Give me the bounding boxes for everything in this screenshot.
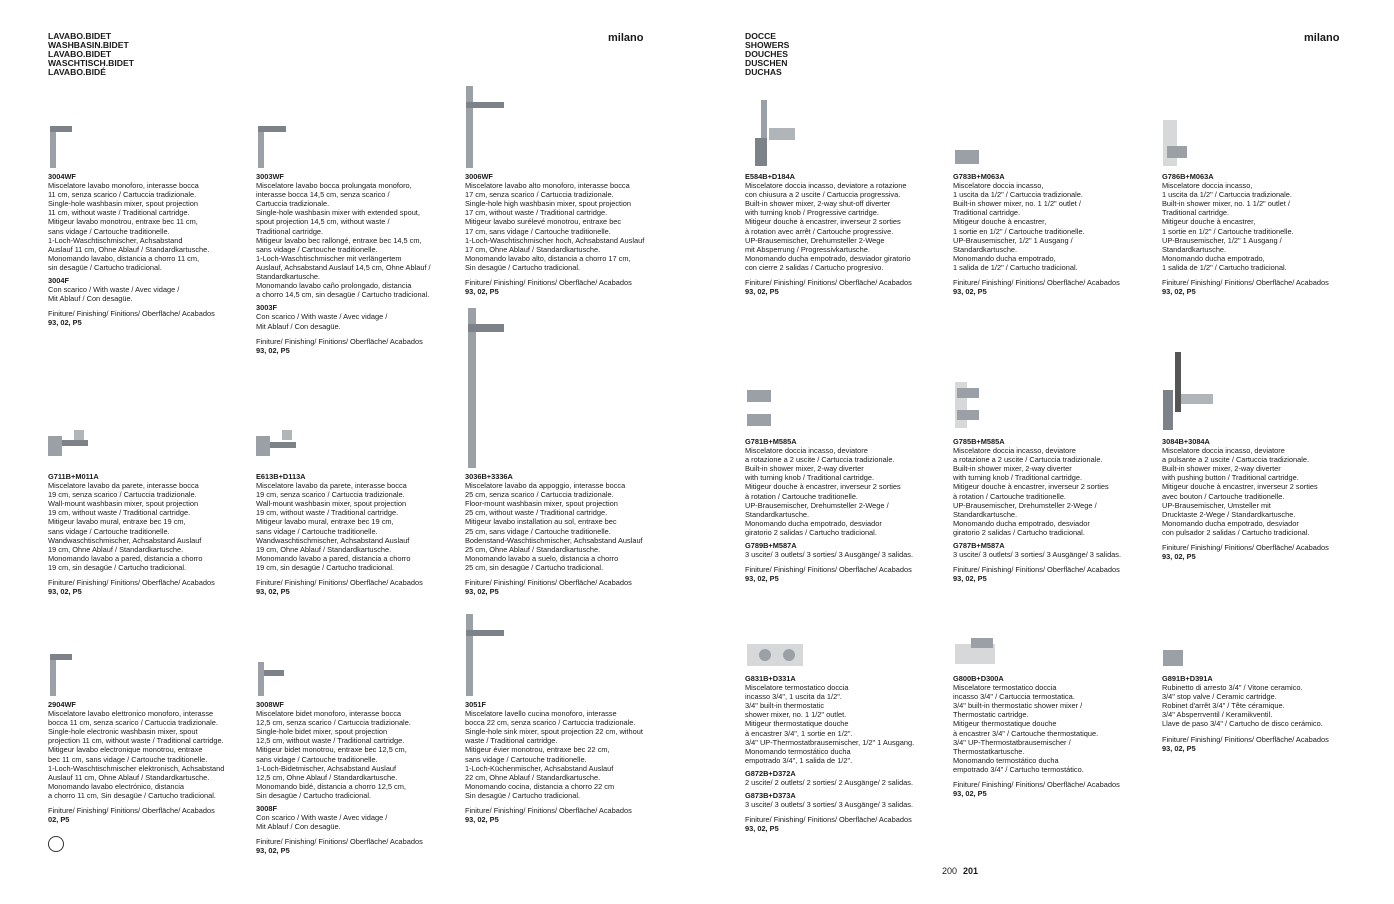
product-description: Miscelatore doccia incasso, 1 uscita da 1/2" / Cartuccia tradizionale. Built-in shower mixer, no. 1 1/2" outlet / Traditional cartridge. Mitigeur douche à encastrer, 1 sortie en 1/2" / Cartouche traditionelle. UP-Brausemischer, 1/2" 1 Ausgang / Standardkartusche. Monomando ducha empotrado, 1 salida de 1/2" / Cartucho tradicional. xyxy=(1162,181,1294,272)
finish-label: Finiture/ Finishing/ Finitions/ Oberfläche/ Acabados xyxy=(256,578,423,588)
product-code: G786B+M063A xyxy=(1162,172,1214,181)
finish-values: 93, 02, P5 xyxy=(465,287,499,297)
product-description: Miscelatore lavabo da appoggio, interasse bocca 25 cm, senza scarico / Cartuccia tradizionale. Floor-mount washbasin mixer, spout projection 25 cm, without waste / Traditional cartridge. Mitigeur lavabo installation au sol, entraxe bec 25 cm, sans vidage / Cartouche traditionelle. Bodenstand-Waschtischmischer, Achsabstand Auslauf 25 cm, Ohne Ablauf / Standardkartusche. Monomando lavabo a suelo, distancia a chorro 25 cm, sin desagüe / Cartucho tradicional. xyxy=(465,481,643,572)
product-description: Miscelatore doccia incasso, 1 uscita da 1/2" / Cartuccia tradizionale. Built-in shower mixer, no. 1 1/2" outlet / Traditional cartridge. Mitigeur douche à encastrer, 1 sortie en 1/2" / Cartouche traditionelle. UP-Brausemischer, 1/2" 1 Ausgang / Standardkartusche. Monomando ducha empotrado, 1 salida de 1/2" / Cartucho tradicional. xyxy=(953,181,1085,272)
variant-description: 2 uscite/ 2 outlets/ 2 sorties/ 2 Ausgänge/ 2 salidas. xyxy=(745,778,914,788)
bidet-faucet-image xyxy=(254,656,290,698)
product-entry xyxy=(48,172,248,328)
product-code: 3006WF xyxy=(465,172,493,181)
variant-code: G873B+D373A xyxy=(745,791,796,801)
product-code: 3036B+3336A xyxy=(465,472,513,481)
finish-values: 93, 02, P5 xyxy=(465,815,499,825)
shower-mixer-image xyxy=(745,386,775,432)
product-entry xyxy=(1162,437,1367,561)
product-entry xyxy=(256,172,461,355)
product-code: G711B+M011A xyxy=(48,472,99,481)
finish-label: Finiture/ Finishing/ Finitions/ Oberfläche/ Acabados xyxy=(953,278,1120,288)
finish-label: Finiture/ Finishing/ Finitions/ Oberfläche/ Acabados xyxy=(48,578,215,588)
finish-label: Finiture/ Finishing/ Finitions/ Oberfläche/ Acabados xyxy=(1162,278,1329,288)
left-brand: milano xyxy=(608,32,644,44)
finish-values: 93, 02, P5 xyxy=(1162,287,1196,297)
variant-description: 3 uscite/ 3 outlets/ 3 sorties/ 3 Ausgänge/ 3 salidas. xyxy=(953,550,1122,560)
product-code: G800B+D300A xyxy=(953,674,1004,683)
finish-values: 93, 02, P5 xyxy=(953,574,987,584)
product-entry xyxy=(465,472,670,596)
product-entry xyxy=(48,700,253,824)
variant-code: 3004F xyxy=(48,276,69,286)
product-entry xyxy=(256,700,461,856)
product-description: Miscelatore lavabo alto monoforo, interasse bocca 17 cm, senza scarico / Cartuccia tradizionale. Single-hole high washbasin mixer, spout projection 17 cm, without waste / Traditional cartridge. Mitigeur lavabo surélevé monotrou, entraxe bec 17 cm, sans vidage / Cartouche traditionelle. 1-Loch-Waschtischmischer hoch, Achsabstand Auslauf 17 cm, Ohne Ablauf / Standardkartusche. Monomando lavabo alto, distancia a chorro 17 cm, Sin desagüe / Cartucho tradicional. xyxy=(465,181,645,272)
product-entry xyxy=(1162,674,1367,753)
shower-mixer-image xyxy=(953,380,983,432)
product-code: 3004WF xyxy=(48,172,76,181)
product-description: Rubinetto di arresto 3/4" / Vitone ceramico. 3/4" stop valve / Ceramic cartridge. Robinet d'arrêt 3/4" / Tête céramique. 3/4" Absperrventil / Keramikventil. Llave de paso 3/4" / Cartucho de disco cerámico. xyxy=(1162,683,1323,729)
product-entry xyxy=(745,437,950,583)
category-line: DUSCHEN xyxy=(745,58,788,68)
variant-code: G787B+M587A xyxy=(953,541,1005,551)
finish-label: Finiture/ Finishing/ Finitions/ Oberfläche/ Acabados xyxy=(745,565,912,575)
right-brand: milano xyxy=(1304,32,1340,44)
variant-description: Con scarico / With waste / Avec vidage / Mit Ablauf / Con desagüe. xyxy=(256,813,388,832)
variant-description: 3 uscite/ 3 outlets/ 3 sorties/ 3 Ausgänge/ 3 salidas. xyxy=(745,800,914,810)
product-code: 2904WF xyxy=(48,700,76,709)
wall-faucet-image xyxy=(46,428,92,464)
category-line: SHOWERS xyxy=(745,40,790,50)
certification-icon xyxy=(48,836,64,852)
finish-values: 93, 02, P5 xyxy=(1162,552,1196,562)
finish-values: 93, 02, P5 xyxy=(256,846,290,856)
finish-label: Finiture/ Finishing/ Finitions/ Oberfläche/ Acabados xyxy=(465,578,632,588)
variant-code: G872B+D372A xyxy=(745,768,796,778)
product-code: G781B+M585A xyxy=(745,437,797,446)
shower-mixer-image xyxy=(1161,118,1191,170)
product-description: Miscelatore termostatico doccia incasso 3/4", 1 uscita da 1/2". 3/4" built-in thermostatic shower mixer, no. 1 1/2" outlet. Mitigeur thermostatique douche à encastrer 3/4", 1 sortie en 1/2". 3/4" UP-Thermostatbrausemischer, 1/2" 1 Ausgang. Monomando termostático ducha empotrado 3/4", 1 salida de 1/2". xyxy=(745,683,915,765)
product-description: Miscelatore doccia incasso, deviatore a rotazione con chiusura a 2 uscite / Cartuccia progressiva. Built-in shower mixer, 2-way shut-off diverter with turning knob / Progressive cartridge. Mitigeur douche à encastrer, inverseur 2 sorties à rotation avec arrêt / Cartouche progressive. UP-Brausemischer, Drehumsteller 2-Wege mit Absperrung / Progressivkartusche. Monomando ducha empotrado, desviador giratorio con cierre 2 salidas / Cartucho progresivo. xyxy=(745,181,911,272)
product-description: Miscelatore lavello cucina monoforo, interasse bocca 22 cm, senza scarico / Cartuccia tradizionale. Single-hole sink mixer, spout projection 22 cm, without waste / Traditional cartridge. Mitigeur évier monotrou, entraxe bec 22 cm, sans vidage / Cartouche traditionelle. 1-Loch-Küchenmischer, Achsabstand Auslauf 22 cm, Ohne Ablauf / Standardkartusche. Monomando cocina, distancia a chorro 22 cm Sin desagüe / Cartucho tradicional. xyxy=(465,709,643,800)
finish-values: 93, 02, P5 xyxy=(465,587,499,597)
finish-values: 93, 02, P5 xyxy=(745,287,779,297)
finish-label: Finiture/ Finishing/ Finitions/ Oberfläche/ Acabados xyxy=(256,336,423,346)
product-entry xyxy=(256,472,461,596)
variant-code: 3008F xyxy=(256,804,277,814)
product-code: G783B+M063A xyxy=(953,172,1005,181)
product-description: Miscelatore doccia incasso, deviatore a rotazione a 2 uscite / Cartuccia tradizionale. Built-in shower mixer, 2-way diverter with turning knob / Traditional cartridge. Mitigeur douche à encastrer, inverseur 2 sorties à rotation / Cartouche traditionelle. UP-Brausemischer, Drehumsteller 2-Wege / Standardkartusche. Monomando ducha empotrado, desviador giratorio 2 salidas / Cartucho tradicional. xyxy=(953,446,1109,537)
finish-values: 02, P5 xyxy=(48,815,70,825)
product-code: G831B+D331A xyxy=(745,674,796,683)
variant-description: Con scarico / With waste / Avec vidage / Mit Ablauf / Con desagüe. xyxy=(256,312,388,331)
product-code: 3008WF xyxy=(256,700,284,709)
page-number-right: 201 xyxy=(963,866,979,876)
shower-mixer-image xyxy=(953,146,983,170)
finish-values: 93, 02, P5 xyxy=(48,318,82,328)
floor-faucet-image xyxy=(462,306,508,470)
product-description: Miscelatore doccia incasso, deviatore a rotazione a 2 uscite / Cartuccia tradizionale. Built-in shower mixer, 2-way diverter with turning knob / Traditional cartridge. Mitigeur douche à encastrer, inverseur 2 sorties à rotation / Cartouche traditionelle. UP-Brausemischer, Drehumsteller 2-Wege / Standardkartusche. Monomando ducha empotrado, desviador giratorio 2 salidas / Cartucho tradicional. xyxy=(745,446,901,537)
finish-label: Finiture/ Finishing/ Finitions/ Oberfläche/ Acabados xyxy=(953,565,1120,575)
page-number-left: 200 xyxy=(942,866,958,876)
left-category-header xyxy=(48,32,134,77)
hand-shower-image xyxy=(1161,350,1217,434)
faucet-image xyxy=(462,84,508,170)
category-line: WASCHTISCH.BIDET xyxy=(48,58,134,68)
finish-values: 93, 02, P5 xyxy=(1162,743,1196,753)
finish-values: 93, 02, P5 xyxy=(745,824,779,834)
finish-label: Finiture/ Finishing/ Finitions/ Oberfläche/ Acabados xyxy=(1162,734,1329,744)
faucet-image xyxy=(46,652,76,698)
finish-label: Finiture/ Finishing/ Finitions/ Oberfläche/ Acabados xyxy=(465,278,632,288)
product-description: Miscelatore lavabo elettronico monoforo, interasse bocca 11 cm, senza scarico / Cartuccia tradizionale. Single-hole electronic washbasin mixer, spout projection 11 cm, without waste / Traditional cartridge. Mitigeur lavabo electronique monotrou, entraxe bec 11 cm, sans vidage / Cartouche traditionelle. 1-Loch-Waschtischmischer elektronisch, Achsabstand Auslauf 11 cm, Ohne Ablauf / Standardkartusche. Monomando lavabo electrónico, distancia a chorro 11 cm, Sin desagüe / Cartucho tradicional. xyxy=(48,709,225,800)
product-entry xyxy=(745,674,950,834)
finish-label: Finiture/ Finishing/ Finitions/ Oberfläche/ Acabados xyxy=(256,837,423,847)
sink-faucet-image xyxy=(462,612,508,698)
product-description: Miscelatore termostatico doccia incasso 3/4" / Cartuccia termostatica. 3/4" built-in thermostatic shower mixer / Thermostatic cartridge. Mitigeur thermostatique douche à encastrer 3/4" / Cartouche thermostatique. 3/4" UP-Thermostatbrausemischer / Thermostatkartusche. Monomando termostático ducha empotrado 3/4" / Cartucho termostático. xyxy=(953,683,1099,774)
thermostatic-mixer-image xyxy=(745,640,807,670)
variant-code: G789B+M587A xyxy=(745,541,797,551)
product-description: Miscelatore lavabo bocca prolungata monoforo, interasse bocca 14,5 cm, senza scarico / Cartuccia tradizionale. Single-hole washbasin mixer with extended spout, spout projection 14,5 cm, without waste / Traditional cartridge. Mitigeur lavabo bec rallongé, entraxe bec 14,5 cm, sans vidage / Cartouche traditionelle. 1-Loch-Waschtischmischer mit verlängertem Auslauf, Achsabstand Auslauf 14,5 cm, Ohne Ablauf / Standardkartusche. Monomando lavabo caño prolongado, distancia a chorro 14,5 cm, sin desagüe / Cartucho tradicional. xyxy=(256,181,431,300)
finish-values: 93, 02, P5 xyxy=(745,574,779,584)
category-line: DOUCHES xyxy=(745,49,788,59)
finish-values: 93, 02, P5 xyxy=(256,587,290,597)
product-entry xyxy=(1162,172,1367,296)
product-description: Miscelatore lavabo da parete, interasse bocca 19 cm, senza scarico / Cartuccia tradizionale. Wall-mount washbasin mixer, spout projection 19 cm, without waste / Traditional cartridge. Mitigeur lavabo mural, entraxe bec 19 cm, sans vidage / Cartouche traditionelle. Wandwaschtischmischer, Achsabstand Auslauf 19 cm, Ohne Ablauf / Standardkartusche. Monomando lavabo a pared, distancia a chorro 19 cm, sin desagüe / Cartucho tradicional. xyxy=(48,481,203,572)
variant-description: Con scarico / With waste / Avec vidage / Mit Ablauf / Con desagüe. xyxy=(48,285,180,304)
product-entry xyxy=(48,472,248,596)
product-entry xyxy=(465,172,670,296)
product-code: E584B+D184A xyxy=(745,172,795,181)
stop-valve-image xyxy=(1161,644,1191,670)
product-entry xyxy=(953,172,1158,296)
variant-description: 3 uscite/ 3 outlets/ 3 sorties/ 3 Ausgänge/ 3 salidas. xyxy=(745,550,914,560)
product-description: Miscelatore bidet monoforo, interasse bocca 12,5 cm, senza scarico / Cartuccia tradizionale. Single-hole bidet mixer, spout projection 12,5 cm, without waste / Traditional cartridge. Mitigeur bidet monotrou, entraxe bec 12,5 cm, sans vidage / Cartouche traditionelle. 1-Loch-Bidetmischer, Achsabstand Auslauf 12,5 cm, Ohne Ablauf / Standardkartusche. Monomando bidé, distancia a chorro 12,5 cm, Sin desagüe / Cartucho tradicional. xyxy=(256,709,411,800)
right-category-header xyxy=(745,32,789,77)
category-line: LAVABO.BIDÉ xyxy=(48,67,106,77)
finish-values: 93, 02, P5 xyxy=(953,789,987,799)
finish-label: Finiture/ Finishing/ Finitions/ Oberfläche/ Acabados xyxy=(48,309,215,319)
product-description: Miscelatore doccia incasso, deviatore a pulsante a 2 uscite / Cartuccia tradizionale. Built-in shower mixer, 2-way diverter with pushing button / Traditional cartridge. Mitigeur douche à encastrer, inverseur 2 sorties avec bouton / Cartouche traditionelle. UP-Brausemischer, Umsteller mit Drucktaste 2-Wege / Standardkartusche. Monomando ducha empotrado, desviador con pulsador 2 salidas / Cartucho tradicional. xyxy=(1162,446,1318,537)
category-line: LAVABO.BIDET xyxy=(48,31,112,41)
product-code: E613B+D113A xyxy=(256,472,306,481)
category-line: DOCCE xyxy=(745,31,777,41)
finish-label: Finiture/ Finishing/ Finitions/ Oberfläche/ Acabados xyxy=(48,806,215,816)
product-code: G891B+D391A xyxy=(1162,674,1213,683)
category-line: WASHBASIN.BIDET xyxy=(48,40,129,50)
finish-label: Finiture/ Finishing/ Finitions/ Oberfläche/ Acabados xyxy=(745,278,912,288)
page-numbers xyxy=(942,866,978,876)
product-code: G785B+M585A xyxy=(953,437,1005,446)
product-description: Miscelatore lavabo monoforo, interasse bocca 11 cm, senza scarico / Cartuccia tradizionale. Single-hole washbasin mixer, spout projection 11 cm, without waste / Traditional cartridge. Mitigeur lavabo monotrou, entraxe bec 11 cm, sans vidage / Cartouche traditionelle. 1-Loch-Waschtischmischer, Achsabstand Auslauf 11 cm, Ohne Ablauf / Standardkartusche. Monomando lavabo, distancia a chorro 11 cm, sin desagüe / Cartucho tradicional. xyxy=(48,181,210,272)
category-line: DUCHAS xyxy=(745,67,782,77)
product-code: 3084B+3084A xyxy=(1162,437,1210,446)
faucet-image xyxy=(46,124,76,170)
finish-values: 93, 02, P5 xyxy=(256,345,290,355)
category-line: LAVABO.BIDET xyxy=(48,49,112,59)
finish-label: Finiture/ Finishing/ Finitions/ Oberfläche/ Acabados xyxy=(465,806,632,816)
finish-label: Finiture/ Finishing/ Finitions/ Oberfläche/ Acabados xyxy=(1162,543,1329,553)
finish-label: Finiture/ Finishing/ Finitions/ Oberfläche/ Acabados xyxy=(953,780,1120,790)
finish-label: Finiture/ Finishing/ Finitions/ Oberfläche/ Acabados xyxy=(745,815,912,825)
wall-faucet-image xyxy=(254,428,300,464)
product-code: 3003WF xyxy=(256,172,284,181)
finish-values: 93, 02, P5 xyxy=(953,287,987,297)
thermostatic-mixer-image xyxy=(953,636,999,670)
product-description: Miscelatore lavabo da parete, interasse bocca 19 cm, senza scarico / Cartuccia tradizionale. Wall-mount washbasin mixer, spout projection 19 cm, without waste / Traditional cartridge. Mitigeur lavabo mural, entraxe bec 19 cm, sans vidage / Cartouche traditionelle. Wandwaschtischmischer, Achsabstand Auslauf 19 cm, Ohne Ablauf / Standardkartusche. Monomando lavabo a pared, distancia a chorro 19 cm, sin desagüe / Cartucho tradicional. xyxy=(256,481,411,572)
variant-code: 3003F xyxy=(256,303,277,313)
product-entry xyxy=(745,172,950,296)
finish-values: 93, 02, P5 xyxy=(48,587,82,597)
shower-mixer-image xyxy=(745,98,801,170)
faucet-image xyxy=(254,124,290,170)
product-entry xyxy=(953,437,1158,583)
product-entry xyxy=(953,674,1158,798)
product-entry xyxy=(465,700,680,824)
product-code: 3051F xyxy=(465,700,486,709)
